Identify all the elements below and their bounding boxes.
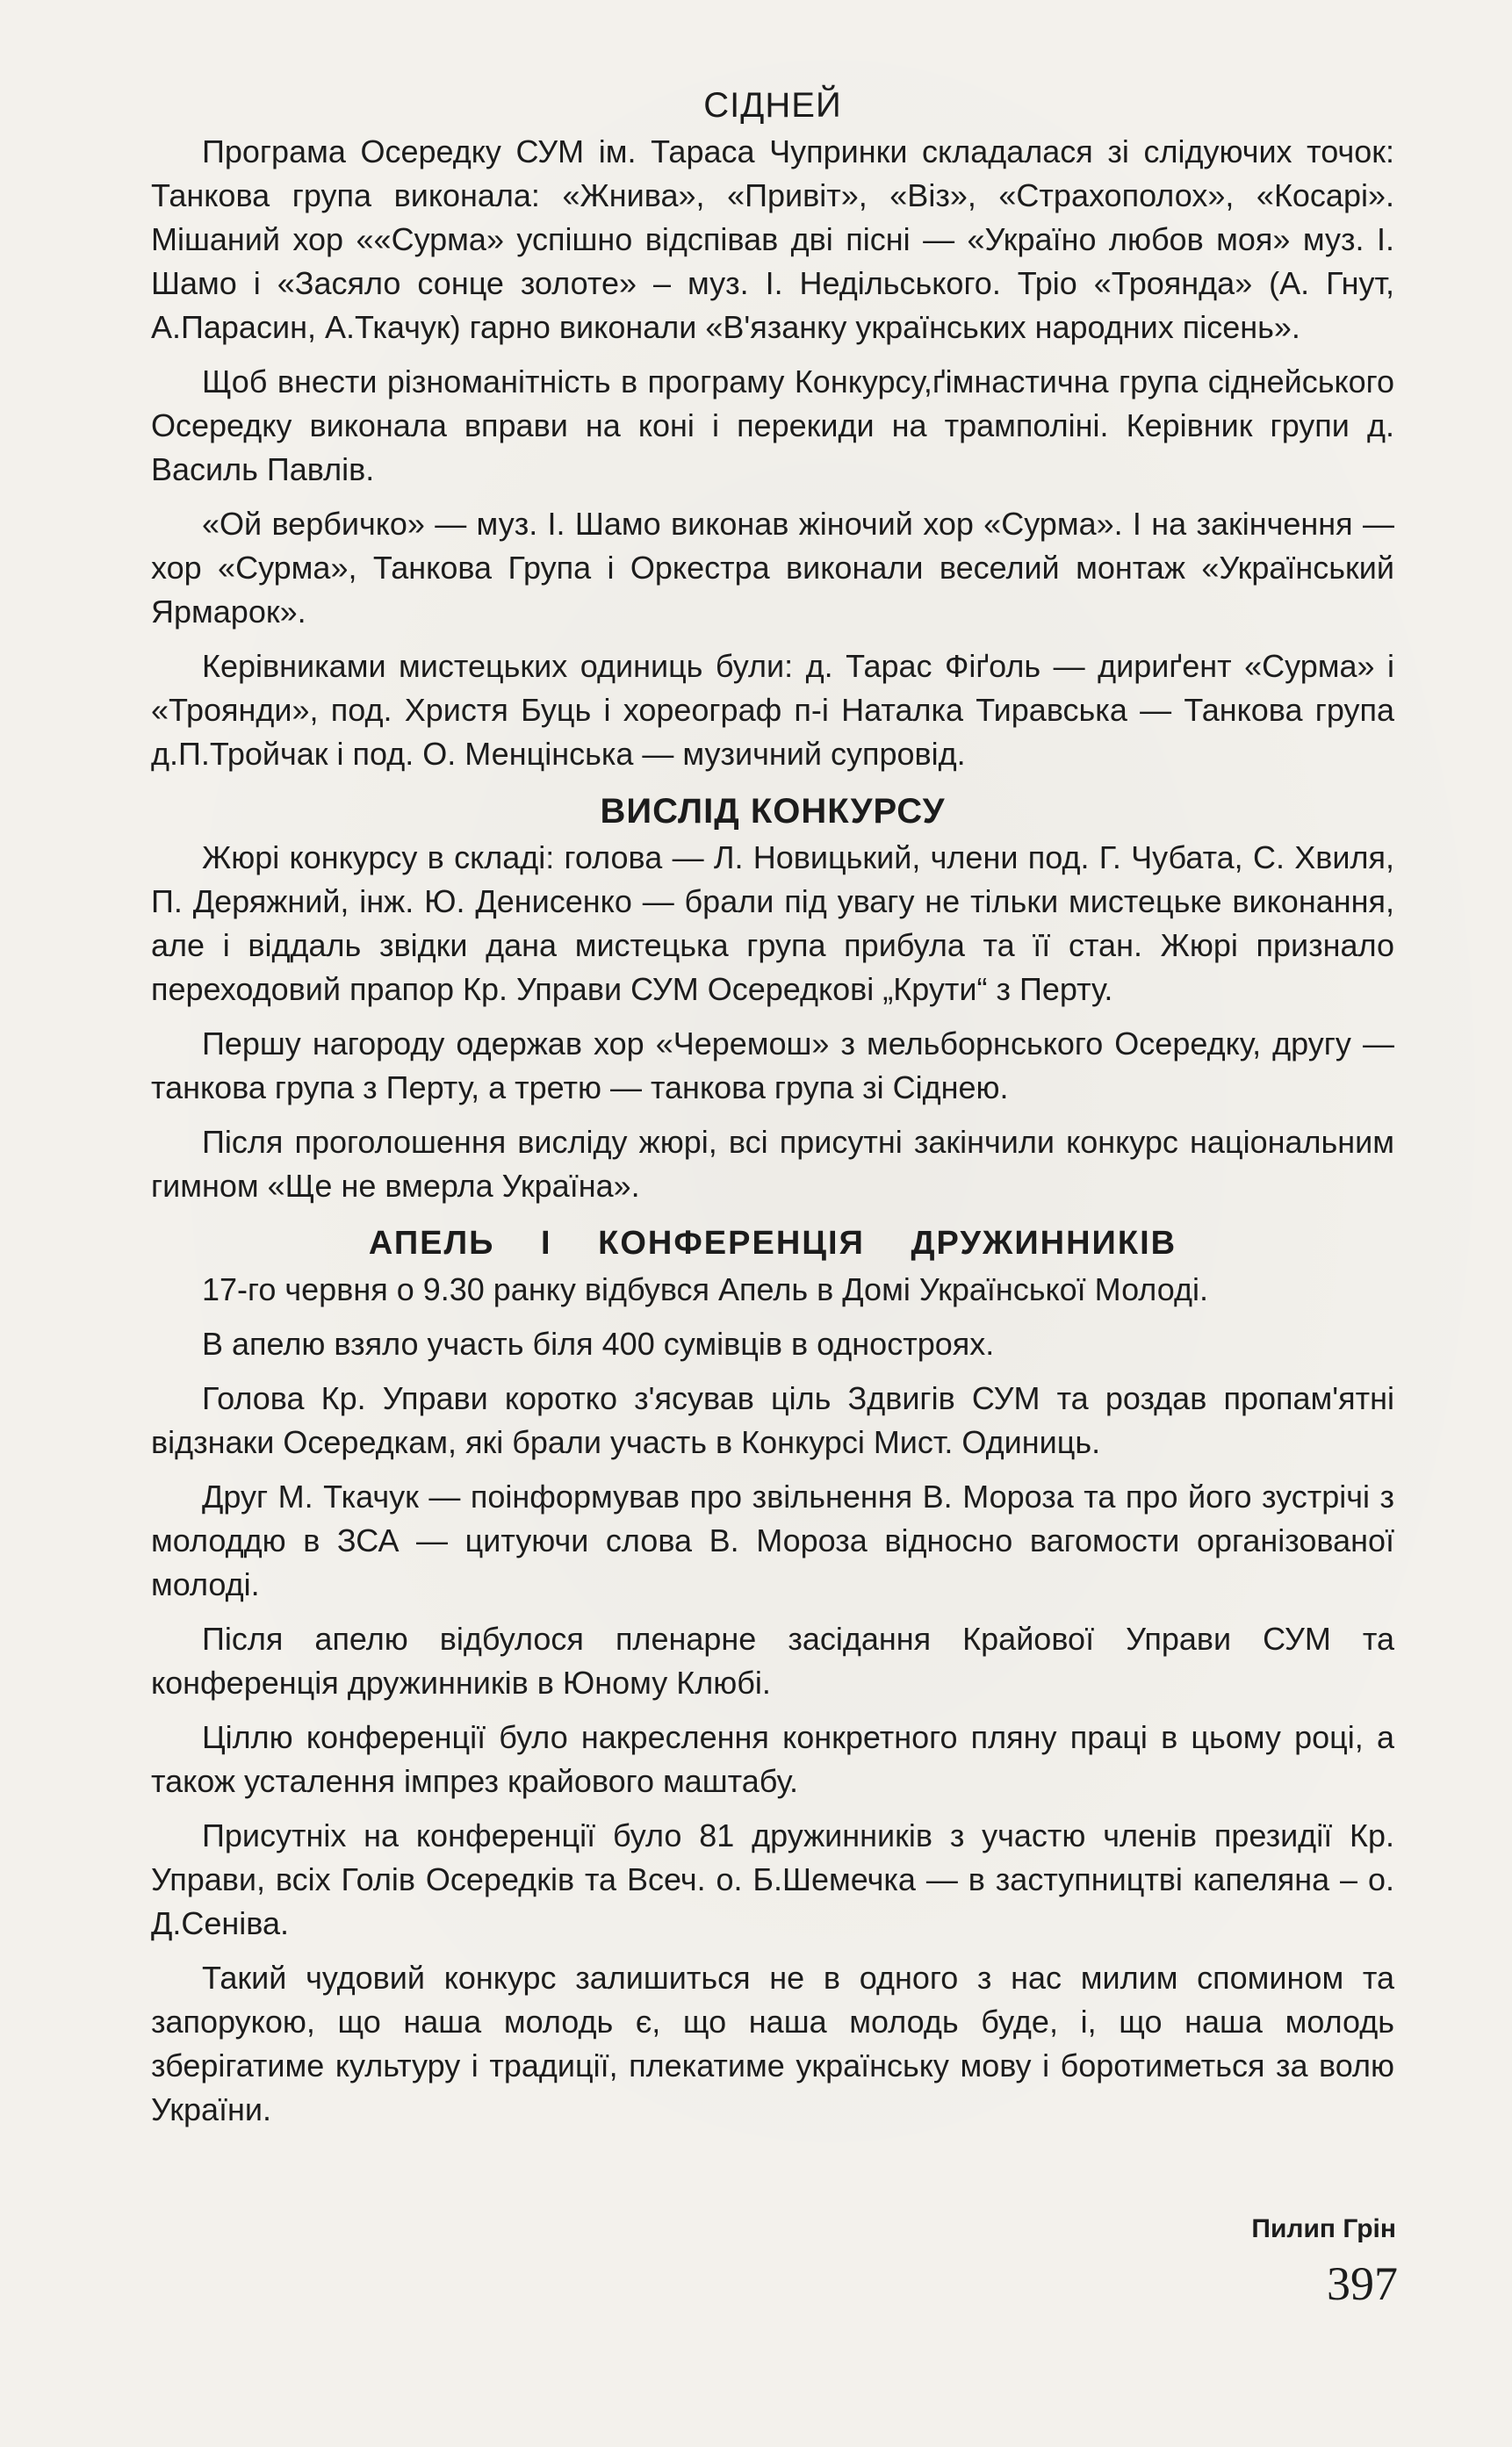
page-number: 397 bbox=[1327, 2257, 1398, 2310]
paragraph: Ціллю конференції було накреслення конкретного пляну праці в цьому році, а також усталення імпрез крайового маштабу. bbox=[151, 1719, 1394, 1799]
paragraph: Після апелю відбулося пленарне засідання Крайової Управи СУМ та конференція дружинників в Юному Клюбі. bbox=[151, 1621, 1394, 1701]
section-heading-apel-conference: АПЕЛЬ І КОНФЕРЕНЦІЯ ДРУЖИННИКІВ bbox=[368, 1225, 1177, 1262]
paragraph: Такий чудовий конкурс залишиться не в одного з нас милим споминoм та запорукою, що наша молодь є, що наша молодь буде, і, що наша молодь зберігатиме культуру і традиції, плекатиме українську мову і боротиметься за волю України. bbox=[151, 1960, 1394, 2127]
paragraph: Керівниками мистецьких одиниць були: д. Тарас Фіґоль — дириґент «Сурма» і «Троянди», под. Христя Буць і хореограф п-і Наталка Тиравська — Танкова група д.П.Тройчак і под. О. Менцінська — музичний супровід. bbox=[151, 648, 1394, 772]
author-signature: Пилип Грін bbox=[1251, 2214, 1396, 2243]
paragraph: Друг М. Ткачук — поінформував про звільнення В. Мороза та про його зустрічі з молоддю в ЗСА — цитуючи слова В. Мороза відносно вагомости організованої молоді. bbox=[151, 1479, 1394, 1602]
paragraph: «Ой вербичко» — муз. І. Шамо виконав жіночий хор «Сурма». І на закінчення — хор «Сурма», Танкова Група і Оркестра виконали веселий монтаж «Український Ярмарок». bbox=[151, 506, 1394, 630]
paragraph: Голова Кр. Управи коротко з'ясував ціль Здвигів СУМ та роздав пропам'ятні відзнаки Осередкам, які брали участь в Конкурсі Мист. Одиниць. bbox=[151, 1380, 1394, 1460]
paragraph: Після проголошення висліду жюрі, всі присутні закінчили конкурс національним гимном «Ще не вмерла Україна». bbox=[151, 1124, 1394, 1204]
paragraph: 17-го червня о 9.30 ранку відбувся Апель в Домі Української Молоді. bbox=[202, 1271, 1208, 1307]
section-heading-sydney: СІДНЕЙ bbox=[703, 86, 842, 125]
section-heading-contest-result: ВИСЛІД КОНКУРСУ bbox=[600, 792, 946, 831]
paragraph: Першу нагороду одержав хор «Черемош» з мельборнського Осередку, другу — танкова група з Перту, а третю — танкова група зі Сіднею. bbox=[151, 1026, 1394, 1105]
paragraph: Присутніх на конференції було 81 дружинників з участю членів президії Кр. Управи, всіх Голів Осередків та Всеч. о. Б.Шемечка — в заступництві капеляна – о. Д.Сеніва. bbox=[151, 1817, 1394, 1941]
article-column bbox=[151, 81, 1394, 2142]
paragraph: Щоб внести різноманітність в програму Конкурсу,ґімнастична група сіднейського Осередку виконала вправи на коні і перекиди на трамполіні. Керівник групи д. Василь Павлів. bbox=[151, 363, 1394, 487]
paragraph: В апелю взяло участь біля 400 сумівців в одностроях. bbox=[202, 1326, 995, 1362]
paragraph: Програма Осередку СУМ ім. Тараса Чупринки складалася зі слідуючих точок: Танкова група виконала: «Жнива», «Привіт», «Віз», «Страхополох», «Косарі». Мішаний хор ««Сурма» успішно відспівав дві пісні — «Україно любов моя» муз. І. Шамо і «Засяло сонце золоте» – муз. І. Недільського. Тріо «Троянда» (А. Гнут, А.Парасин, А.Ткачук) гарно виконали «В'язанку українських народних пісень». bbox=[151, 133, 1394, 345]
paragraph: Жюрі конкурсу в складі: голова — Л. Новицький, члени под. Г. Чубата, С. Хвиля, П. Деряжний, інж. Ю. Денисенко — брали під увагу не тільки мистецьке виконання, але і віддаль звідки дана мистецька група прибула та її стан. Жюрі признало переходовий прапор Кр. Управи СУМ Осередкові „Крути“ з Перту. bbox=[151, 839, 1394, 1007]
